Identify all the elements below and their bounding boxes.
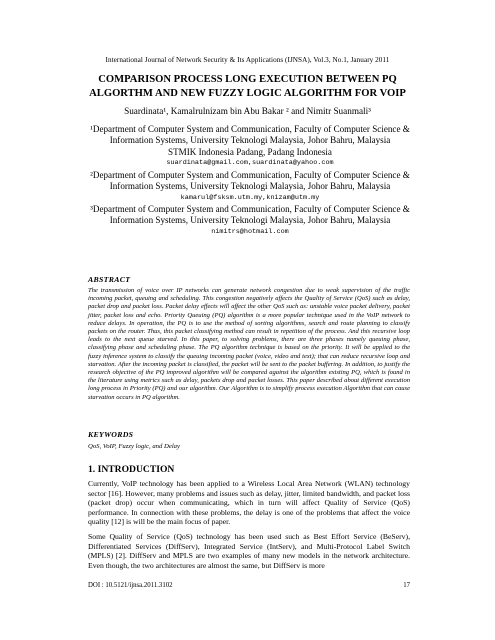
keywords-text: QoS, VoIP, Fuzzy logic, and Delay: [88, 443, 180, 450]
journal-header: International Journal of Network Security & Its Applications (IJNSA), Vol.3, No.1, January 2011: [105, 56, 390, 64]
introduction-paragraph-2: Some Quality of Service (QoS) technology has been used such as Best Effort Service (BeServ), Differentiated Services (DiffServ), Integrated Service (IntServ), and Multi-Protocol Label Switch (MPLS) [2]. DiffServ and MPLS are two examples of many new models in the network architecture. Even though, the two architectures are almost the same, but DiffServ is more: [88, 532, 410, 570]
affiliation-2-email: kamarul@fsksm.utm.my,knizam@utm.my: [180, 193, 320, 202]
affiliation-3: [50, 204, 450, 237]
abstract-text: The transmission of voice over IP networks can generate network congestion due to weak supervision of the traffic incoming packet, queuing and scheduling. This congestion negatively affects the Quality of Service (QoS) such as delay, packet drop and packet loss. Packet delay effects will affect the other QoS such as: unstable voice packet delivery, packet jitter, packet loss and echo. Priority Queuing (PQ) algorithm is a more popular technique used in the VoIP network to reduce delays. In operation, the PQ is to use the method of sorting algorithms, search and route planning to classify packets on the router. Thus, this packet classifying method can result in repetition of the process. And this recursive loop leads to the next queue starved. In this paper, to solving problems, there are three phases namely queuing phase, classifying phase and scheduling phase. The PQ algorithm technique is based on the priority. It will be applied to the fuzzy inference system to classify the queuing incoming packet (voice, video and text); that can reduce recursive loop and starvation. After the incoming packet is classified, the packet will be sent to the packet buffering. In addition, to justify the research objective of the PQ improved algorithm will be compared against the algorithm existing PQ, which is found in the literature using metrics such as delay, packets drop and packet losses. This paper described about different execution long process in Priority (PQ) and our algorithm. Our Algorithm is to simplify process execution Algorithm that can cause starvation occurs in PQ algorithm.: [88, 287, 410, 401]
affiliation-1: [50, 124, 450, 168]
affiliation-1-line-2: Information Systems, University Teknologi Malaysia, Johor Bahru, Malaysia: [109, 135, 391, 146]
doi-footer: DOI : 10.5121/ijnsa.2011.3102: [88, 582, 173, 589]
affiliation-3-line-2: Information Systems, University Teknologi Malaysia, Johor Bahru, Malaysia: [109, 215, 391, 226]
affiliation-2-line-2: Information Systems, University Teknologi Malaysia, Johor Bahru, Malaysia: [109, 181, 391, 192]
introduction-paragraph-1: Currently, VoIP technology has been applied to a Wireless Local Area Network (WLAN) technology sector [16]. However, many problems and issues such as delay, jitter, limited bandwidth, and packet loss (packet drop) occur when communicating, which in turn will affect Quality of Service (QoS) performance. In connection with these problems, the delay is one of the problems that affect the voice quality [12] is will be the main focus of paper.: [88, 479, 410, 527]
affiliation-3-line-1: ³Department of Computer System and Communication, Faculty of Computer Science &: [90, 204, 410, 214]
abstract-heading: ABSTRACT: [88, 275, 131, 284]
affiliation-1-email: suardinata@gmail.com,suardinata@yahoo.com: [166, 158, 334, 167]
title-line-2: ALGORTHM AND NEW FUZZY LOGIC ALGORITHM FOR VOIP: [89, 87, 406, 99]
introduction-heading: 1. INTRODUCTION: [88, 464, 175, 475]
paper-title: [40, 73, 455, 100]
affiliation-2: [50, 170, 450, 203]
page-number: 17: [403, 582, 410, 589]
affiliation-3-email: nimitrs@hotmail.com: [211, 227, 289, 236]
title-line-1: COMPARISON PROCESS LONG EXECUTION BETWEEN PQ: [98, 74, 397, 85]
affiliation-2-line-1: ²Department of Computer System and Communication, Faculty of Computer Science &: [90, 170, 410, 180]
author-list: Suardinata¹, Kamalrulnizam bin Abu Bakar ² and Nimitr Suanmali³: [124, 106, 371, 116]
affiliation-1-line-1: ¹Department of Computer System and Communication, Faculty of Computer Science &: [90, 124, 410, 134]
affiliation-1-line-3: STMIK Indonesia Padang, Padang Indonesia: [168, 146, 332, 157]
keywords-heading: KEYWORDS: [88, 430, 134, 439]
